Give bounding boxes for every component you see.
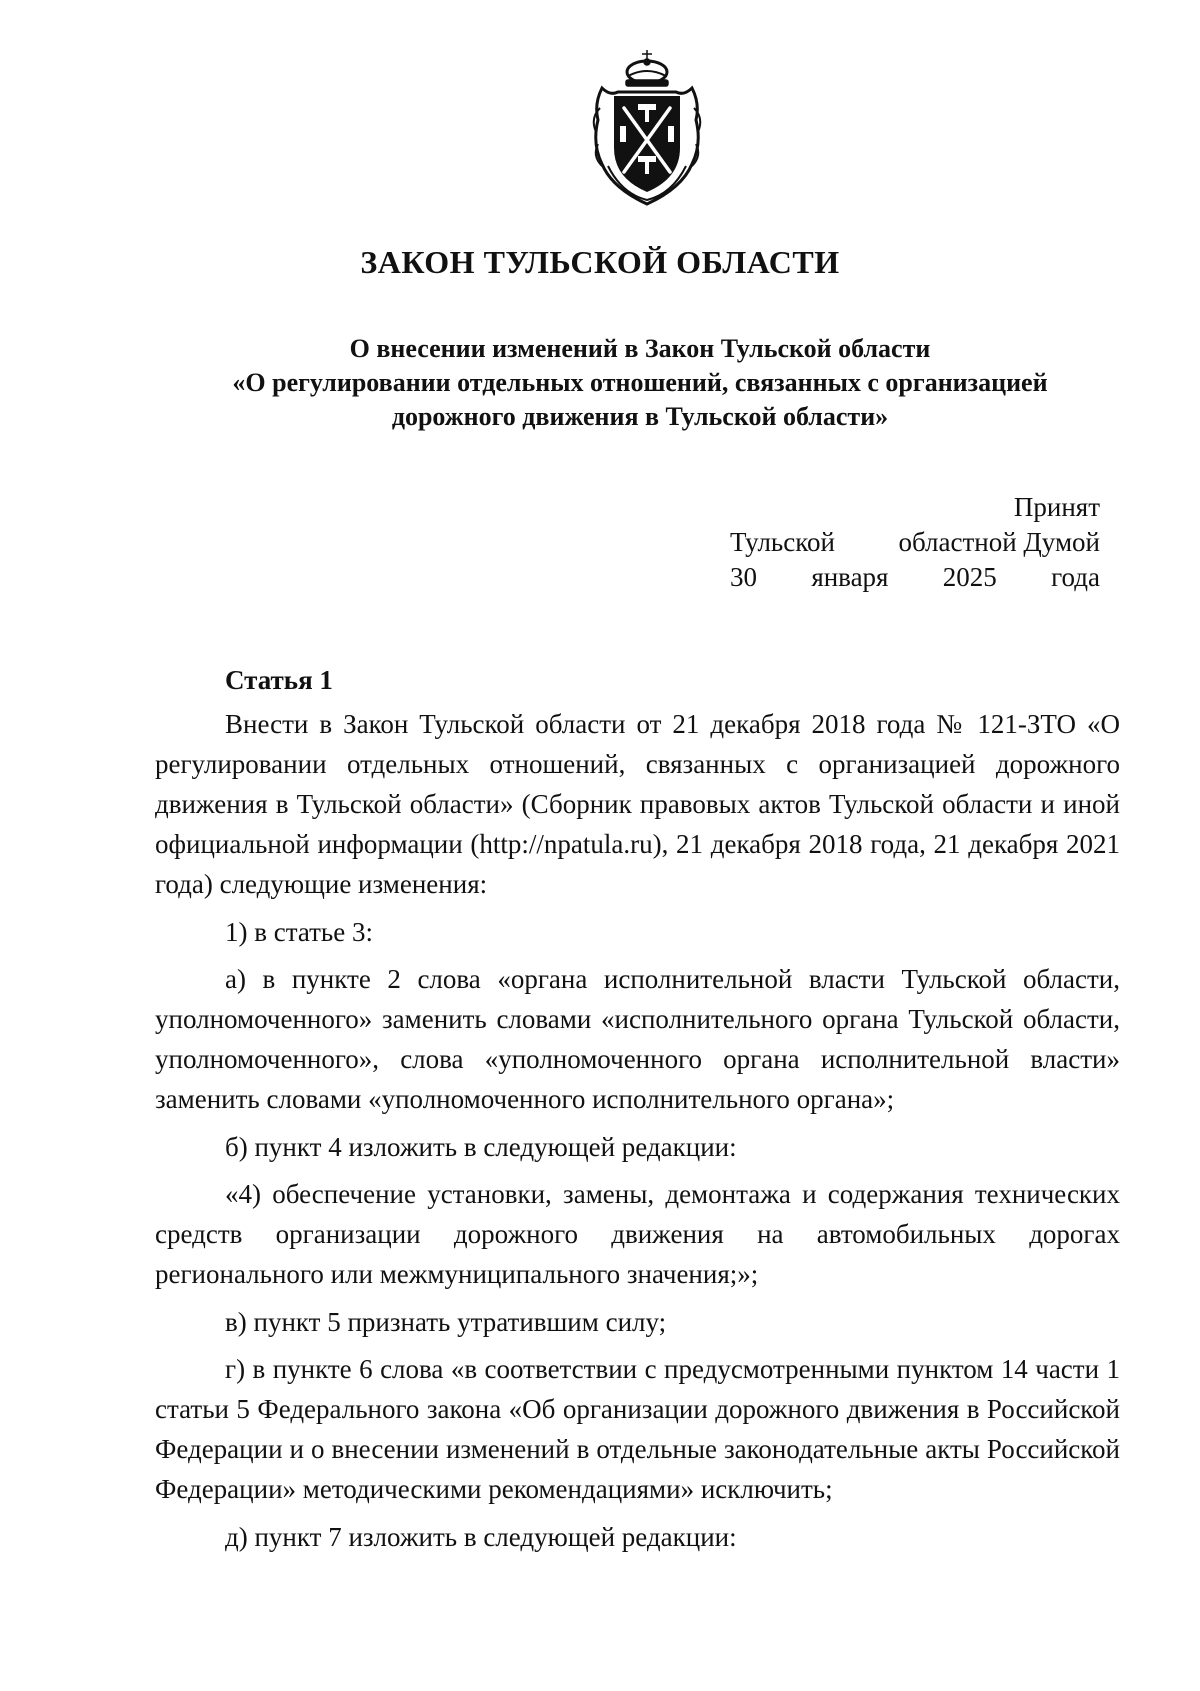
paragraph: д) пункт 7 изложить в следующей редакции:: [225, 1522, 737, 1552]
paragraph: в) пункт 5 признать утратившим силу;: [225, 1307, 667, 1337]
law-title: ЗАКОН ТУЛЬСКОЙ ОБЛАСТИ: [360, 244, 840, 280]
adoption-block: [730, 490, 1100, 595]
tula-coat-of-arms-icon: [588, 48, 706, 210]
article-body: [155, 704, 1120, 1565]
paragraph: 1) в статье 3:: [225, 917, 373, 947]
law-subtitle: [150, 332, 1130, 434]
subtitle-line: О внесении изменений в Закон Тульской области: [349, 334, 931, 363]
adopted-label: Принят: [1013, 492, 1100, 522]
adoption-year-word: года: [1051, 562, 1100, 592]
adoption-day: 30: [730, 562, 757, 592]
adopting-body: [730, 525, 1100, 560]
adoption-month: января: [811, 562, 889, 592]
adopting-body-word: Тульской: [730, 527, 835, 557]
paragraph: г) в пункте 6 слова «в соответствии с предусмотренными пунктом 14 части 1 статьи 5 Федерального закона «Об организации дорожного движения в Российской Федерации и о внесении изменений в отдельные законодательные акты Российской Федерации» методическими рекомендациями» исключить;: [155, 1354, 1120, 1504]
paragraph: б) пункт 4 изложить в следующей редакции:: [225, 1132, 737, 1162]
subtitle-line: дорожного движения в Тульской области»: [391, 402, 889, 431]
article-heading: Статья 1: [225, 665, 333, 695]
adoption-date: [730, 560, 1100, 595]
adopting-body-rest: областной Думой: [898, 527, 1100, 557]
paragraph: «4) обеспечение установки, замены, демонтажа и содержания технических средств организации дорожного движения на автомобильных дорогах регионального или межмуниципального значения;»;: [155, 1179, 1120, 1289]
paragraph: а) в пункте 2 слова «органа исполнительной власти Тульской области, уполномоченного» заменить словами «исполнительного органа Тульской области, уполномоченного», слова «уполномоченного органа исполнительной власти» заменить словами «уполномоченного исполнительного органа»;: [155, 964, 1120, 1114]
paragraph: Внести в Закон Тульской области от 21 декабря 2018 года № 121-ЗТО «О регулировании отдельных отношений, связанных с организацией дорожного движения в Тульской области» (Сборник правовых актов Тульской области и иной официальной информации (http://npatula.ru), 21 декабря 2018 года, 21 декабря 2021 года) следующие изменения:: [155, 709, 1120, 899]
adoption-year: 2025: [942, 562, 997, 592]
subtitle-line: «О регулировании отдельных отношений, связанных с организацией: [232, 368, 1048, 397]
